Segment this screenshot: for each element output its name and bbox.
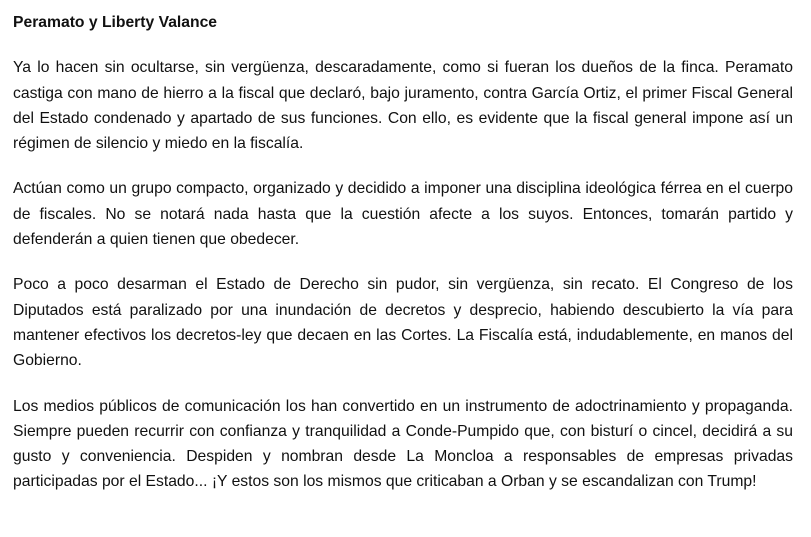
paragraph-2: Actúan como un grupo compacto, organizado y decidido a imponer una disciplina ideológica férrea en el cuerpo de fiscales. No se notará nada hasta que la cuestión afecte a los suyos. Entonces, tomarán partido y defenderán a quien tienen que obedecer.	[13, 180, 793, 249]
paragraph-1: Ya lo hacen sin ocultarse, sin vergüenza, descaradamente, como si fueran los dueños de la finca. Peramato castiga con mano de hierro a la fiscal que declaró, bajo juramento, contra García Ortiz, el primer Fiscal General del Estado condenado y apartado de sus funciones. Con ello, es evidente que la fiscal general impone así un régimen de silencio y miedo en la fiscalía.	[13, 59, 793, 153]
document-title: Peramato y Liberty Valance	[13, 14, 218, 31]
paragraph-3: Poco a poco desarman el Estado de Derecho sin pudor, sin vergüenza, sin recato. El Congreso de los Diputados está paralizado por una inundación de decretos y desprecio, habiendo descubierto la vía para mantener efectivos los decretos-ley que decaen en las Cortes. La Fiscalía está, indudablemente, en manos del Gobierno.	[13, 276, 793, 370]
paragraph-4: Los medios públicos de comunicación los han convertido en un instrumento de adoctrinamiento y propaganda. Siempre pueden recurrir con confianza y tranquilidad a Conde-Pumpido que, con bisturí o cincel, decidirá a su gusto y conveniencia. Despiden y nombran desde La Moncloa a responsables de empresas privadas participadas por el Estado... ¡Y estos son los mismos que criticaban a Orban y se escandalizan con Trump!	[13, 397, 793, 491]
